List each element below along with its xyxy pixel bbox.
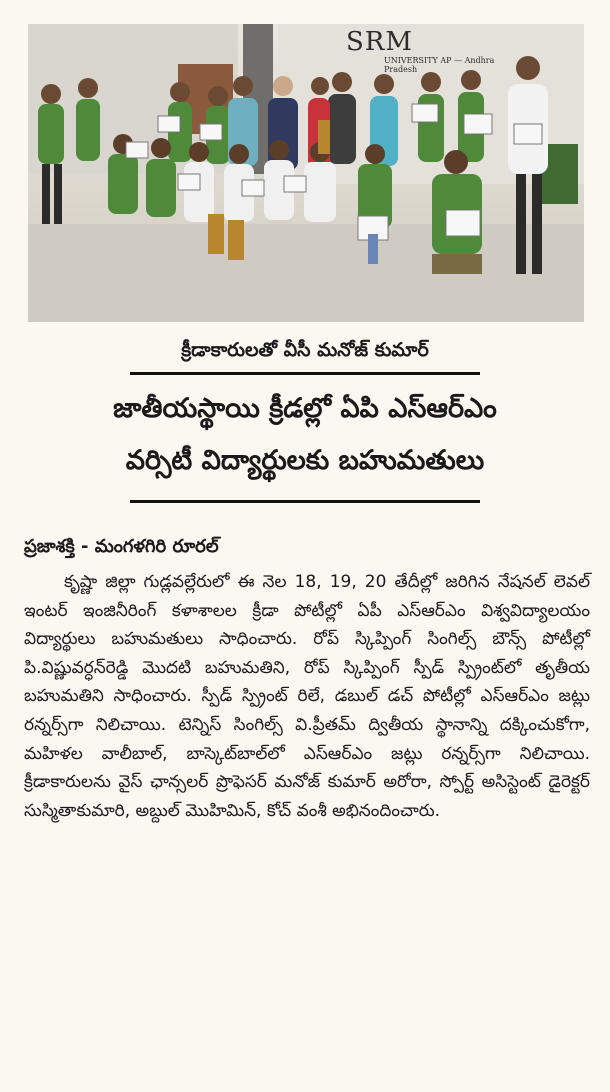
headline-line-1: జాతీయస్థాయి క్రీడల్లో ఏపి ఎస్ఆర్ఎం xyxy=(113,393,497,424)
divider-top xyxy=(130,372,480,375)
group-photo-illustration xyxy=(28,24,584,322)
headline-line-2: వర్సిటీ విద్యార్థులకు బహుమతులు xyxy=(125,445,485,476)
group-photo xyxy=(28,24,584,322)
srm-logo xyxy=(346,28,496,78)
divider-bottom xyxy=(130,500,480,503)
photo-caption: క్రీడాకారులతో వీసీ మనోజ్ కుమార్ xyxy=(181,339,429,361)
article-body: కృష్ణా జిల్లా గుడ్లవల్లేరులో ఈ నెల 18, 19, 20 తేదీల్లో జరిగిన నేషనల్ లెవల్ ఇంటర్ ఇంజినీరింగ్ కళాశాలల క్రీడా పోటీల్లో ఏపీ ఎస్ఆర్ఎం విశ్వవిద్యాలయం విద్యార్థులు బహుమతులు సాధించారు. రోప్ స్కిప్పింగ్ సింగిల్స్ బౌన్స్ పోటీల్లో పి.విష్ణువర్ధన్‌రెడ్డి మొదటి బహుమతిని, రోప్ స్కిప్పింగ్ స్పీడ్ స్ప్రింట్‌లో తృతీయ బహుమతిని సాధించారు. స్పీడ్ స్ప్రింట్ రిలే, డబుల్ డచ్ పోటీల్లో ఎస్ఆర్ఎం జట్లు రన్నర్స్‌గా నిలిచాయి. టెన్నిస్ సింగిల్స్ వి.ప్రీతమ్ ద్వితీయ స్థానాన్ని దక్కించుకోగా, మహిళల వాలీబాల్, బాస్కెట్‌బాల్‌లో ఎస్ఆర్ఎం జట్లు రన్నర్స్‌గా నిలిచాయి. క్రీడాకారులను వైస్ ఛాన్సలర్ ప్రొఫెసర్ మనోజ్ కుమార్ అరోరా, స్పోర్ట్ అసిస్టెంట్ డైరెక్టర్ సుస్మితాకుమారి, అబ్దుల్ మొహిమిన్, కోచ్ వంశీ అభినందించారు. xyxy=(24,572,590,821)
dateline: ప్రజాశక్తి - మంగళగిరి రూరల్ xyxy=(24,536,219,557)
logo-text: SRM xyxy=(346,27,414,57)
logo-subtext: UNIVERSITY AP — Andhra Pradesh xyxy=(384,56,495,74)
